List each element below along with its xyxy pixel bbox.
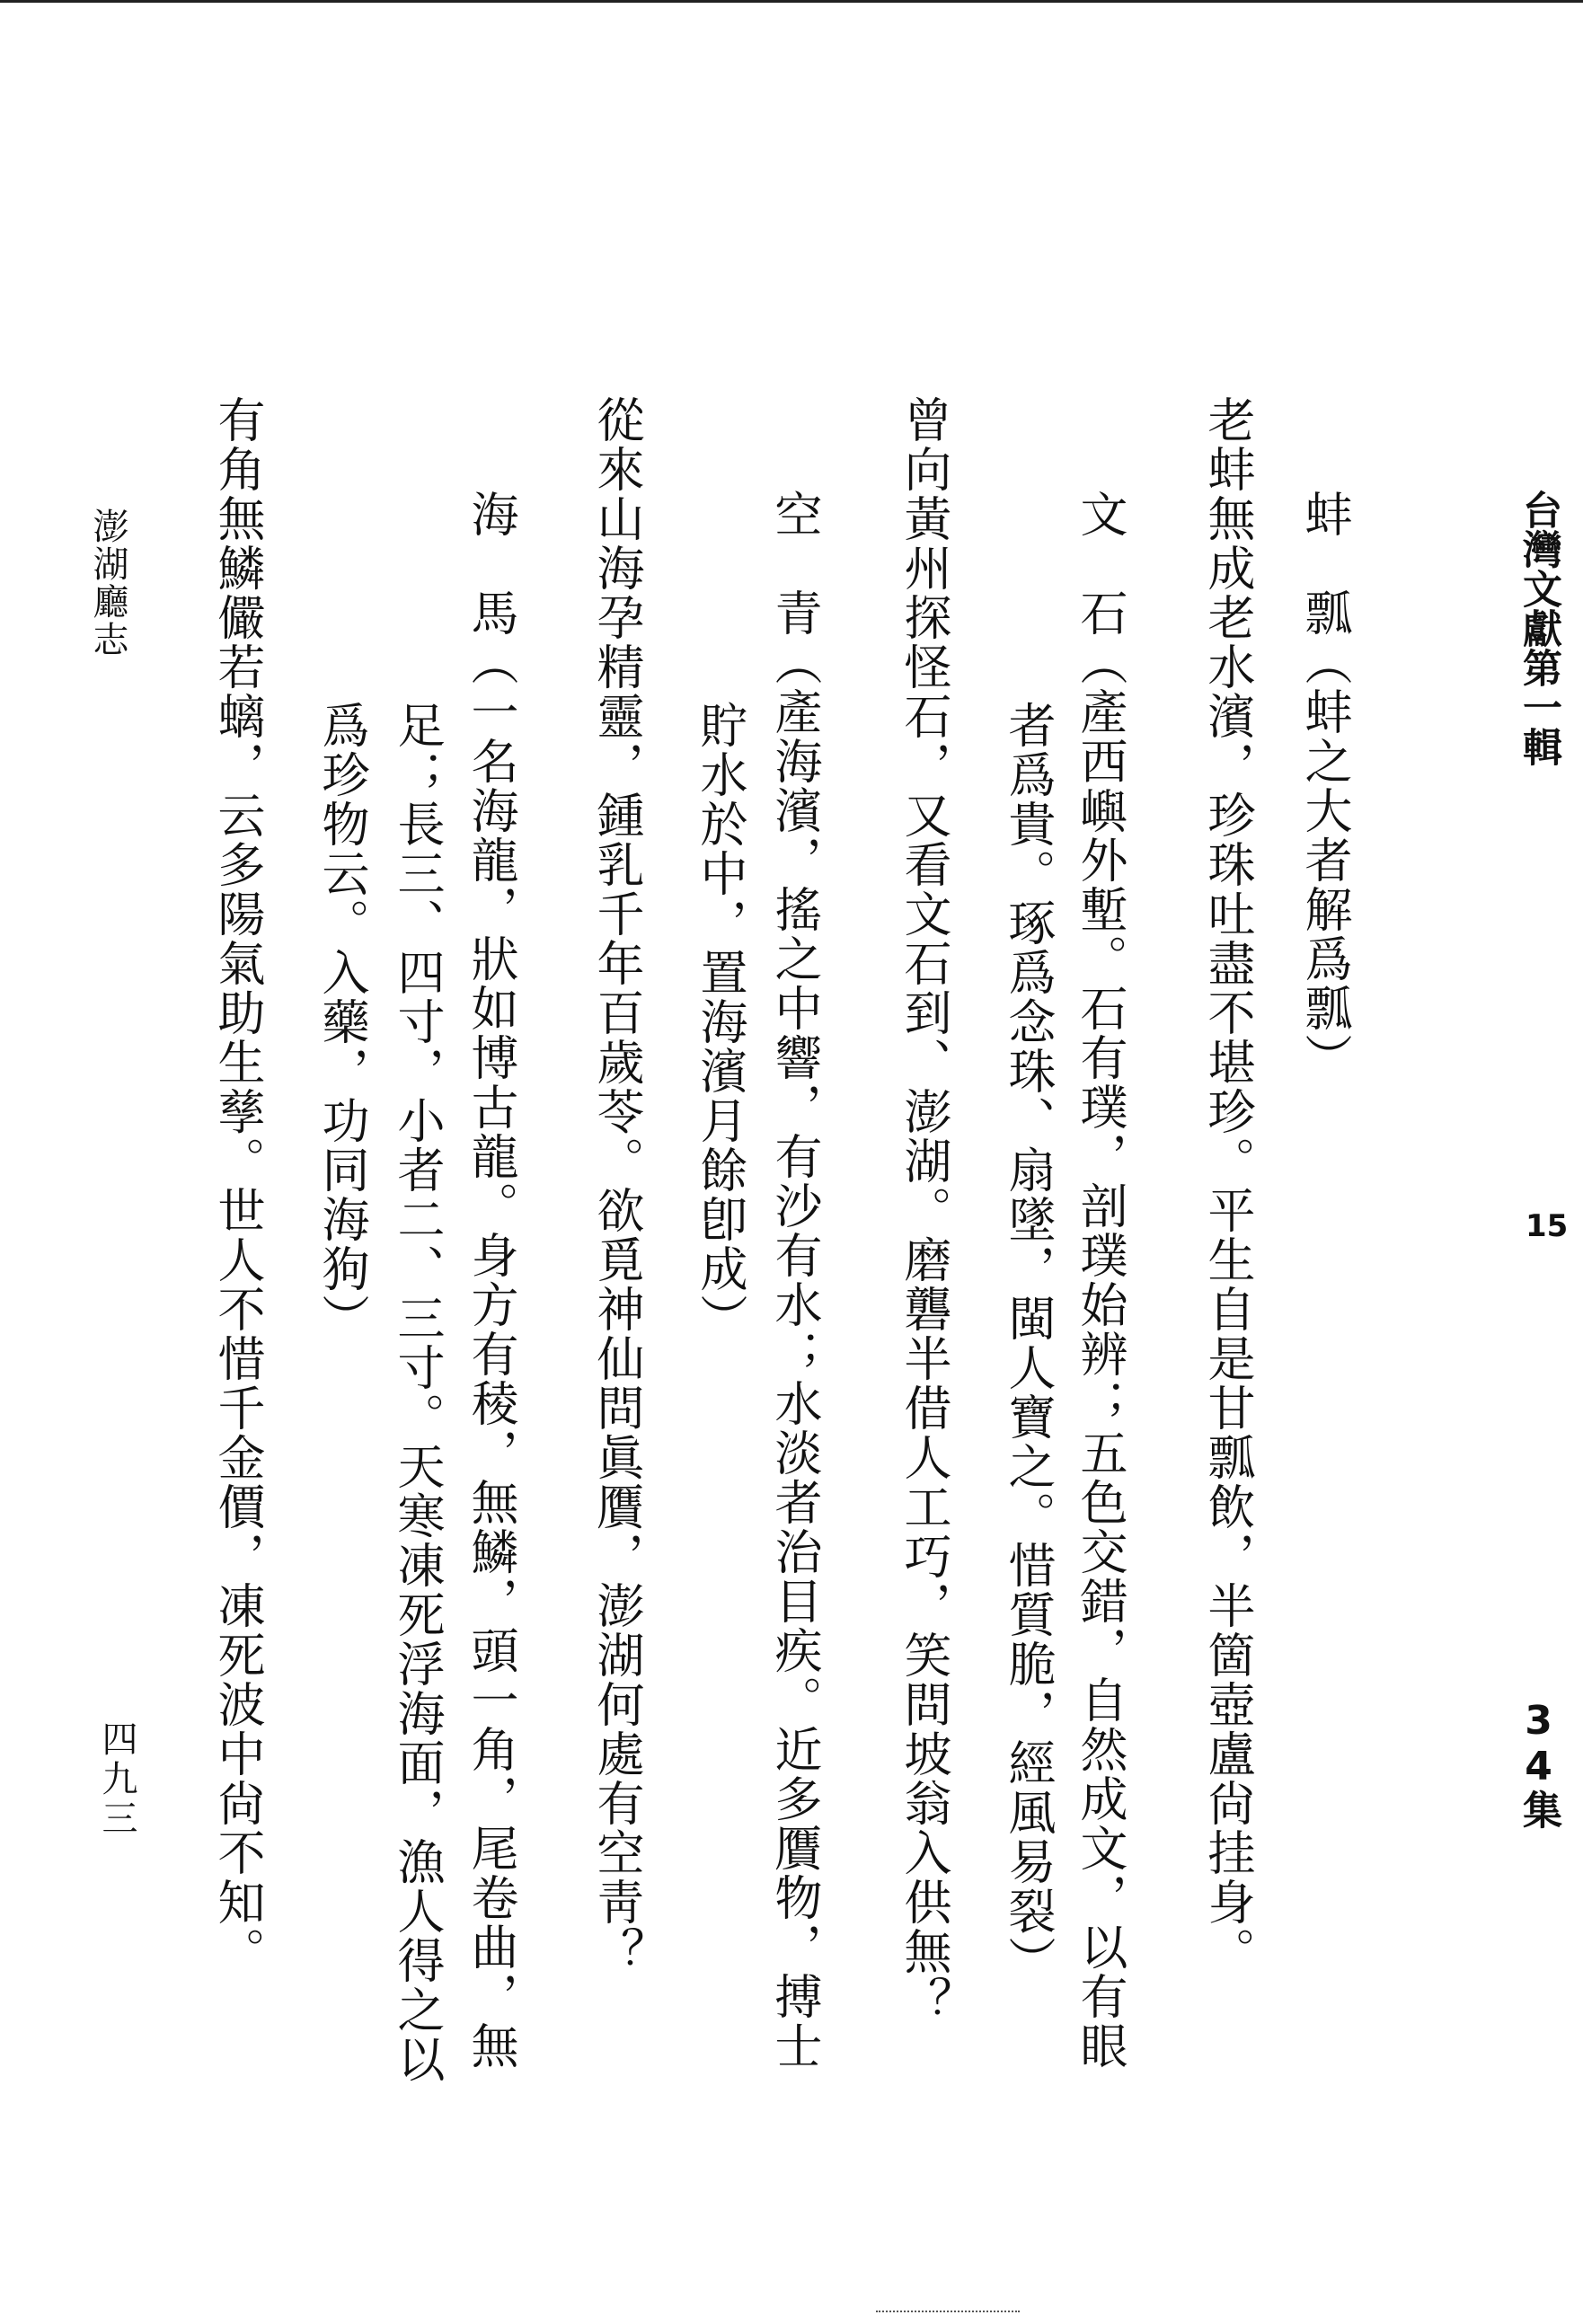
text-column-1: 蚌 瓢（蚌之大者解爲瓢） <box>1297 490 1352 1082</box>
text-column-5: 曾向黃州探怪石，又看文石到、澎湖。磨礱半借人工巧，笑問坡翁入供無？ <box>897 395 951 2026</box>
text-column-12: 有角無鱗儼若螭，云多陽氣助生孳。世人不惜千金價，凍死波中尙不知。 <box>210 395 265 1976</box>
text-column-11: 爲珍物云。入藥，功同海狗） <box>314 701 369 1343</box>
page-number: 四九三 <box>96 1720 137 1839</box>
text-column-2: 老蚌無成老水濱，珍珠吐盡不堪珍。平生自是甘瓢飲，半箇壺盧尙挂身。 <box>1200 395 1255 1976</box>
volume-header: 34集 <box>1516 1698 1561 1829</box>
text-column-10: 足；長三、四寸，小者二、三寸。天寒凍死浮海面，漁人得之以 <box>390 701 445 2084</box>
top-border-line <box>0 0 1583 3</box>
text-column-8: 從來山海孕精靈，鍾乳千年百歲苓。欲覓神仙問眞贋，澎湖何處有空靑？ <box>589 395 644 1976</box>
text-column-4: 者爲貴。琢爲念珠、扇墜，閩人寶之。惜質脆，經風易裂） <box>1001 701 1056 1985</box>
text-column-7: 貯水於中，置海濱月餘卽成） <box>693 701 747 1343</box>
series-number: 15 <box>1526 1208 1569 1244</box>
text-column-9: 海 馬（一名海龍，狀如博古龍。身方有稜，無鱗，頭一角，尾卷曲，無 <box>464 490 518 2071</box>
text-column-6: 空 青（產海濱，搖之中響，有沙有水；水淡者治目疾。近多贋物，搏士 <box>767 490 822 2071</box>
series-header: 台灣文獻第一輯 <box>1516 490 1561 766</box>
bottom-scan-mark <box>876 2311 1020 2316</box>
text-column-3: 文 石（產西嶼外塹。石有璞，剖璞始辨；五色交錯，自然成文，以有眼 <box>1073 490 1128 2071</box>
book-title-footer: 澎湖廳志 <box>87 508 128 658</box>
